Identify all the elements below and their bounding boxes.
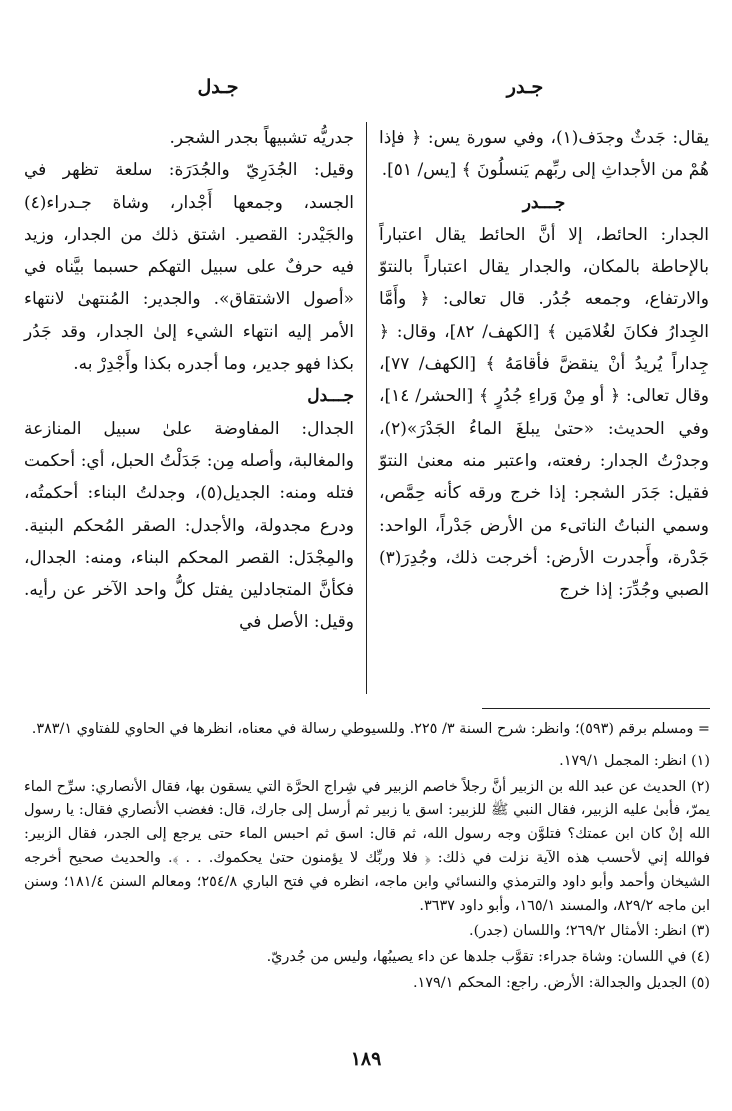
entry-heading-jdl: جـــدل [307, 386, 354, 407]
paragraph: جدريُّه تشبيهاً بجدر الشجر. [169, 128, 354, 148]
paragraph: وقيل: الجُدَرِيّ والجُدَرَة: سلعة تظهر في الجسد، وجمعها أَجْدار، وشاة جـدراء(٤) والجَيْدر: القصير. اشتق ذلك من الجدار، وزيد فيه حرفٌ على سبيل التهكم حسبما بيَّناه في «أصول الاشتقاق». والجدير: المُنتهىٰ لانتهاء الأمر إليه انتهاء الشيء إلىٰ الجدار، وقد جَدُر بكذا فهو جدير، وما أجدره بكذا وأَجْدِرْ به. [24, 160, 354, 375]
column-divider [366, 122, 367, 694]
entry-heading-jdr: جـــدر [522, 192, 566, 213]
footnotes [24, 718, 710, 998]
footnote-3: (٣) انظر: الأمثال ٢٦٩/٢؛ واللسان (جدر). [469, 923, 710, 940]
paragraph: الجدار: الحائط، إلا أنَّ الحائط يقال اعتباراً بالإحاطة بالمكان، والجدار يقال اعتباراً بالنتوّ والارتفاع، وجمعه جُدُر. قال تعالى: ﴿ وأَمَّا الجِدارُ فكانَ لغُلامَين ﴾ [الكهف/ ٨٢]، وقال: ﴿ جِداراً يُريدُ أنْ ينقضَّ فأقامَهُ ﴾ [الكهف/ ٧٧]، وقال تعالى: ﴿ أو مِنْ وَراءِ جُدُرٍ ﴾ [الحشر/ ١٤]، وفي الحديث: «حتىٰ يبلغَ الماءُ الجَدْرَ»(٢)، وجدرْتُ الجدار: رفعته، واعتبر منه معنىٰ النتوّ فقيل: جَدَر الشجر: إذا خرج ورقه كأنه حِمَّص، وسمي النباتُ الناتىء من الأرض جَدْراً، الواحد: جَدْرة، وأَجدرت الأرض: أخرجت ذلك، وجُدِرَ(٣) الصبي وجُدِّرَ: إذا خرج [379, 224, 709, 601]
page-number: ١٨٩ [350, 1048, 382, 1070]
running-header-left: جـدل [197, 76, 239, 98]
right-column [379, 122, 709, 606]
footnote-4: (٤) في اللسان: وشاة جدراء: تقوَّب جلدها عن داء يصيبُها، وليس من جُدريّ. [266, 949, 710, 966]
running-header-right: جـدر [506, 76, 544, 98]
footnote-2: (٢) الحديث عن عبد الله بن الزبير أنَّ رجلاً خاصم الزبير في شِراج الحرَّة التي يسقون بها، فقال الأنصاري: سرِّح الماء يمرّ، فأبىٰ عليه الزبير، فقال النبي ﷺ للزبير: اسق يا زبير ثم أرسل إلى جارك، قال: فغضب الأنصاري فقال: يا رسول الله إنْ كان ابن عمتك؟ فتلوَّن وجه رسول الله، ثم قال: اسق ثم احبس الماء حتى يرجع إلى الجدر، فقال الزبير: فوالله إني لأحسب هذه الآية نزلت في ذلك: ﴿ فلا وربِّك لا يؤمنون حتىٰ يحكموك. . . ﴾. والحديث صحيح أخرجه الشيخان وأحمد وأبو داود والترمذي والنسائي وابن ماجه، انظره في فتح الباري ٢٥٤/٨؛ ومعالم السنن ١٨١/٤؛ وسنن ابن ماجه ٨٢٩/٢، والمسند ١٦٥/١، وأبو داود ٣٦٣٧. [24, 778, 711, 914]
footnote-continuation: = ومسلم برقم (٥٩٣)؛ وانظر: شرح السنة ٣/ ٢٢٥. وللسيوطي رسالة في معناه، انظرها في الحاوي للفتاوي ٣٨٣/١. [31, 721, 710, 737]
footnote-5: (٥) الجديل والجدالة: الأرض. راجع: المحكم ١٧٩/١. [412, 974, 710, 991]
footnote-1: (١) انظر: المجمل ١٧٩/١. [559, 752, 710, 769]
left-column [24, 122, 354, 639]
paragraph: الجدال: المفاوضة علىٰ سبيل المنازعة والمغالبة، وأصله مِن: جَدَلْتُ الحبل، أي: أحكمت فتله ومنه: الجديل(٥)، وجدلتُ البناء: أحكمتُه، ودرع مجدولة، والأجدل: الصقر المُحكم البنية. والمِجْدَل: القصر المحكم البناء، ومنه: الجدال، فكأنَّ المتجادلين يفتل كلُّ واحد الآخر عن رأيه. وقيل: الأصل في [24, 418, 354, 633]
paragraph: يقال: جَدثٌ وجدَف(١)، وفي سورة يس: ﴿ فإذا هُمْ من الأجداثِ إلى ربِّهم يَنسلُونَ ﴾ [يس/ ٥١]. [379, 128, 709, 181]
footnote-rule [482, 708, 710, 709]
